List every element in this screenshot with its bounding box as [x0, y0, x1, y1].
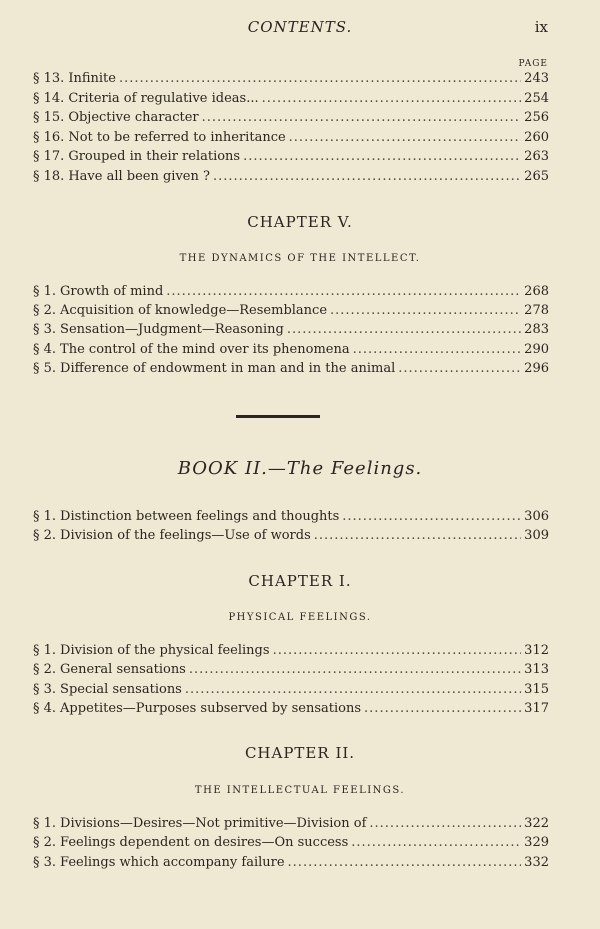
- toc-entry: § 14. Criteria of regulative ideas... ..... 254: [33, 91, 549, 111]
- chapter-subtitle: PHYSICAL FEELINGS.: [228, 612, 372, 623]
- book-heading: BOOK II.—The Feelings.: [177, 458, 423, 479]
- toc-entry: § 4. Appetites—Purposes subserved by sensations ..... 317: [33, 701, 549, 721]
- toc-entry: § 2. Acquisition of knowledge—Resemblance ..... 278: [33, 303, 549, 323]
- section-divider: [236, 415, 320, 418]
- toc-entry: § 2. Division of the feelings—Use of words ..... 309: [33, 528, 549, 548]
- toc-entry: § 5. Difference of endowment in man and in the animal ..... 296: [33, 361, 549, 381]
- toc-entry: § 2. Feelings dependent on desires—On success ..... 329: [33, 835, 549, 855]
- page-number: ix: [534, 18, 548, 36]
- toc-entry: § 16. Not to be referred to inheritance ..... 260: [33, 130, 549, 150]
- toc-entry: § 2. General sensations ..... 313: [33, 662, 549, 682]
- toc-entry: § 17. Grouped in their relations ..... 263: [33, 149, 549, 169]
- page-column-label: PAGE: [518, 59, 548, 69]
- toc-entry: § 1. Growth of mind ..... 268: [33, 284, 549, 304]
- chapter-subtitle: THE DYNAMICS OF THE INTELLECT.: [179, 253, 421, 264]
- chapter-heading: CHAPTER V.: [247, 213, 353, 231]
- chapter-heading: CHAPTER II.: [244, 744, 356, 762]
- toc-entry: § 15. Objective character ..... 256: [33, 110, 549, 130]
- toc-entry: § 1. Division of the physical feelings ..... 312: [33, 643, 549, 663]
- running-title: CONTENTS.: [247, 18, 353, 36]
- toc-entry: § 1. Distinction between feelings and thoughts ..... 306: [33, 509, 549, 529]
- toc-entry: § 3. Sensation—Judgment—Reasoning ..... 283: [33, 322, 549, 342]
- page-header: [0, 18, 600, 40]
- toc-entry: § 18. Have all been given ? ..... 265: [33, 169, 549, 189]
- toc-entry: § 1. Divisions—Desires—Not primitive—Division of ..... 322: [33, 816, 549, 836]
- toc-entry: § 4. The control of the mind over its phenomena ..... 290: [33, 342, 549, 362]
- toc-entry: § 13. Infinite ..... 243: [33, 71, 549, 91]
- toc-entry: § 3. Special sensations ..... 315: [33, 682, 549, 702]
- toc-entry: § 3. Feelings which accompany failure ..... 332: [33, 855, 549, 875]
- chapter-subtitle: THE INTELLECTUAL FEELINGS.: [194, 785, 406, 796]
- chapter-heading: CHAPTER I.: [248, 572, 352, 590]
